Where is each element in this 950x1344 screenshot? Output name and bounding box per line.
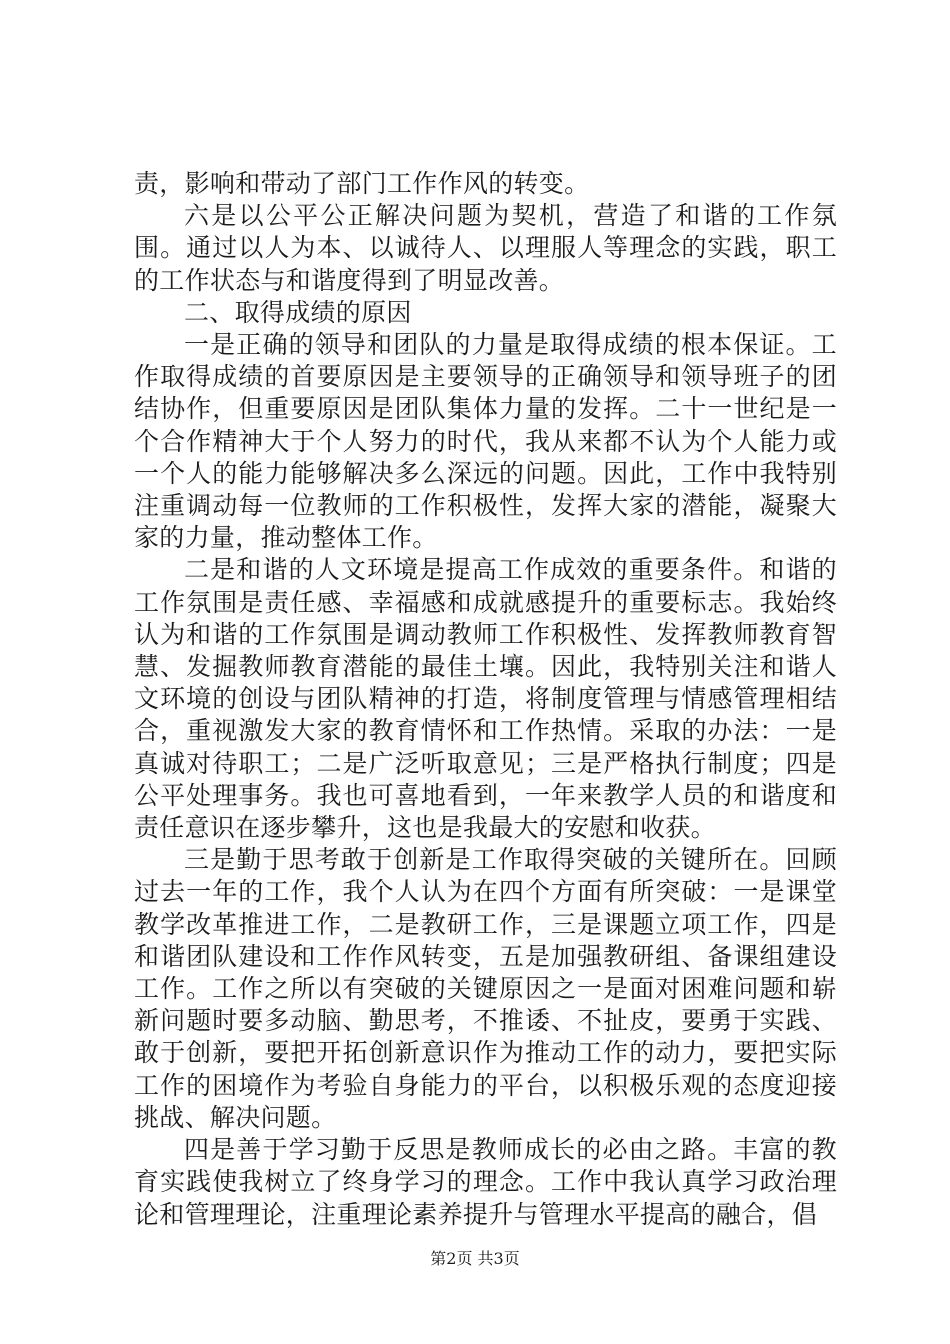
- paragraph-reason-one: 一是正确的领导和团队的力量是取得成绩的根本保证。工作取得成绩的首要原因是主要领导的正确领导和领导班子的团结协作，但重要原因是团队集体力量的发挥。二十一世纪是一个合作精神大于个人努力的时代，我从来都不认为个人能力或一个人的能力能够解决多么深远的问题。因此，工作中我特别注重调动每一位教师的工作积极性，发挥大家的潜能，凝聚大家的力量，推动整体工作。: [134, 330, 837, 553]
- paragraph-reason-two: 二是和谐的人文环境是提高工作成效的重要条件。和谐的工作氛围是责任感、幸福感和成就感提升的重要标志。我始终认为和谐的工作氛围是调动教师工作积极性、发挥教师教育智慧、发掘教师教育潜能的最佳土壤。因此，我特别关注和谐人文环境的创设与团队精神的打造，将制度管理与情感管理相结合，重视激发大家的教育情怀和工作热情。采取的办法：一是真诚对待职工；二是广泛听取意见；三是严格执行制度；四是公平处理事务。我也可喜地看到，一年来教学人员的和谐度和责任意识在逐步攀升，这也是我最大的安慰和收获。: [134, 555, 837, 843]
- document-body: [134, 168, 837, 1231]
- page-number-footer: 第2页 共3页: [430, 1249, 520, 1268]
- paragraph-continuation: 责，影响和带动了部门工作作风的转变。: [134, 169, 590, 198]
- paragraph-point-six: 六是以公平公正解决问题为契机，营造了和谐的工作氛围。通过以人为本、以诚待人、以理服人等理念的实践，职工的工作状态与和谐度得到了明显改善。: [134, 201, 837, 295]
- paragraph-reason-three: 三是勤于思考敢于创新是工作取得突破的关键所在。回顾过去一年的工作，我个人认为在四个方面有所突破：一是课堂教学改革推进工作，二是教研工作，三是课题立项工作，四是和谐团队建设和工作作风转变，五是加强教研组、备课组建设工作。工作之所以有突破的关键原因之一是面对困难问题和崭新问题时要多动脑、勤思考，不推诿、不扯皮，要勇于实践、敢于创新，要把开拓创新意识作为推动工作的动力，要把实际工作的困境作为考验自身能力的平台，以积极乐观的态度迎接挑战、解决问题。: [134, 845, 837, 1132]
- paragraph-reason-four: 四是善于学习勤于反思是教师成长的必由之路。丰富的教育实践使我树立了终身学习的理念。工作中我认真学习政治理论和管理理论，注重理论素养提升与管理水平提高的融合，倡: [134, 1135, 837, 1229]
- section-heading-reasons: 二、取得成绩的原因: [184, 297, 412, 327]
